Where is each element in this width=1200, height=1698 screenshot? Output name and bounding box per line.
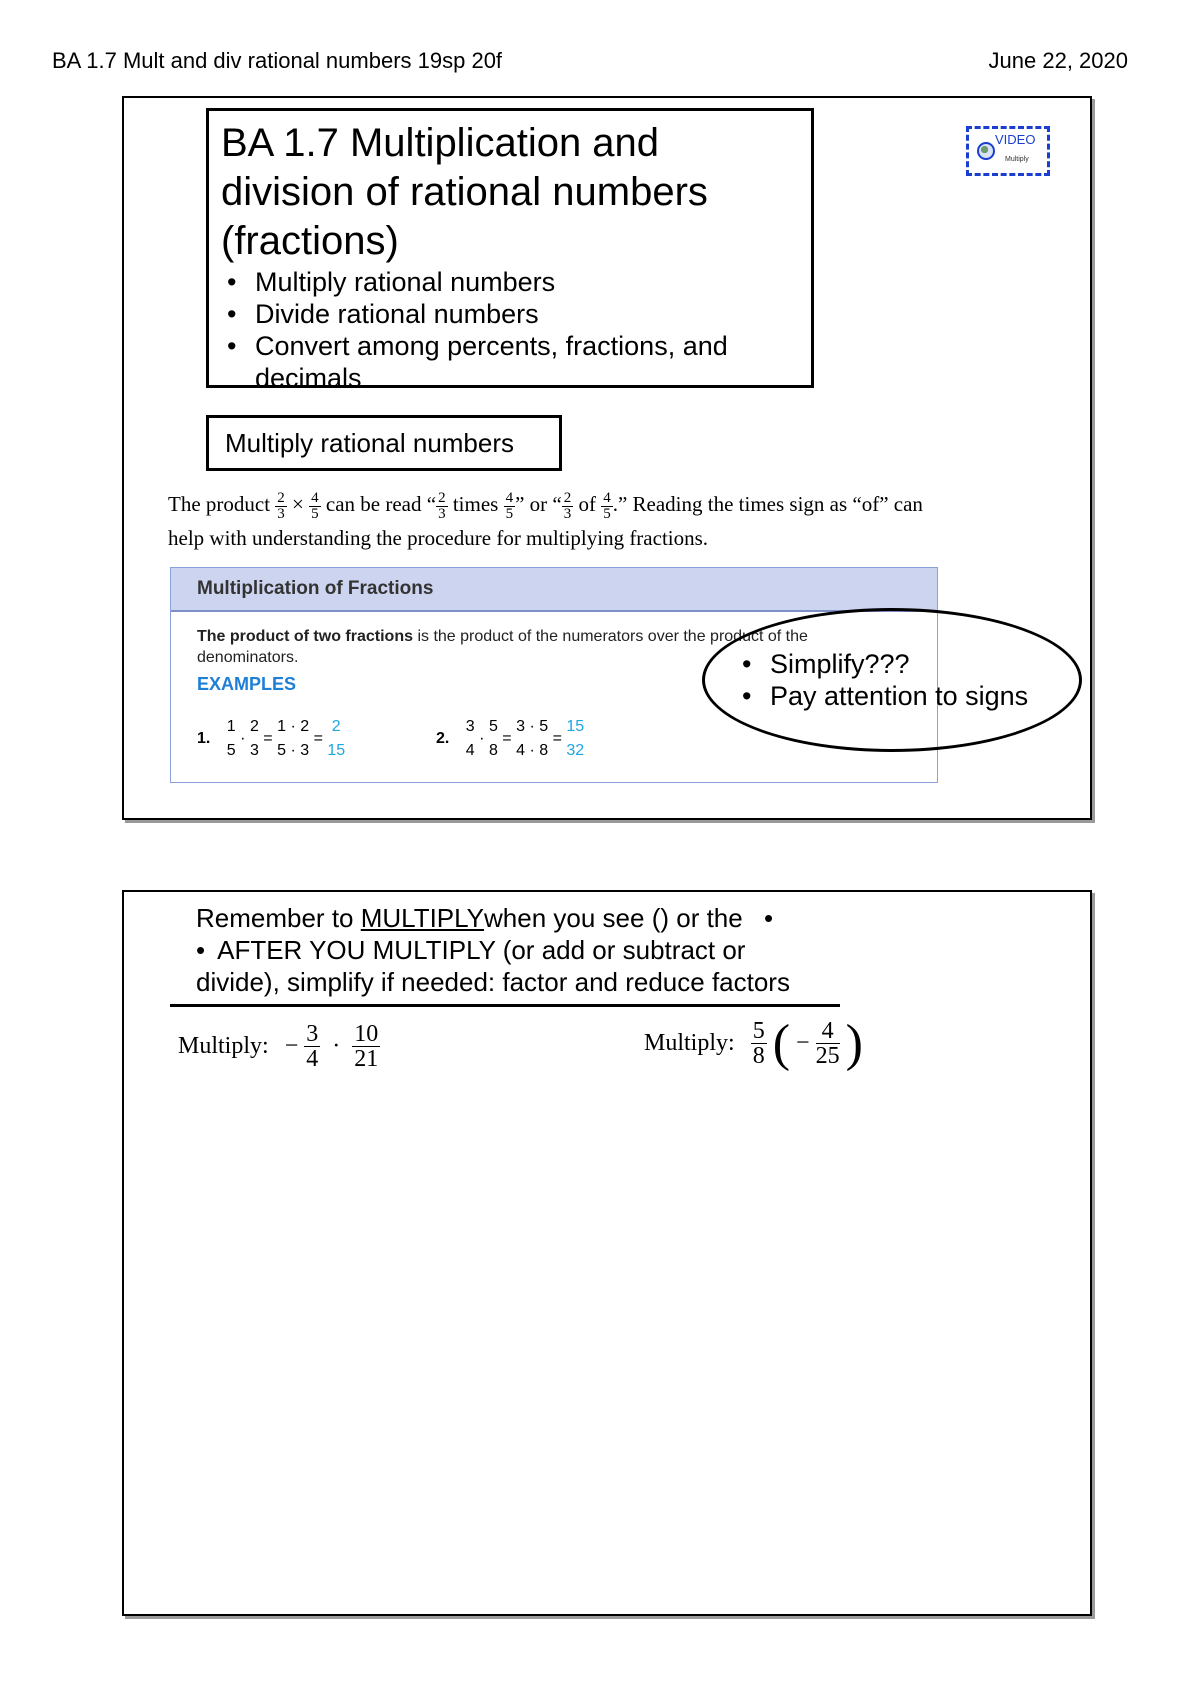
intro-text: .” Reading the times sign as “of” can	[612, 492, 923, 516]
problem-1: Multiply: − $\frac{3}{4}$ · $\frac{10}{21}$	[178, 1021, 379, 1072]
intro-text: times	[447, 492, 504, 516]
fraction: $\frac{2}{3}$	[277, 489, 285, 522]
objective-item: • Convert among percents, fractions, and decimals	[221, 330, 799, 394]
intro-text: ” or “	[515, 492, 562, 516]
intro-paragraph	[168, 488, 988, 554]
fraction: $\frac{4}{5}$	[311, 489, 319, 522]
times-symbol: ×	[292, 492, 304, 516]
fraction: $\frac{2}{3}$	[563, 489, 572, 522]
bullet-dot-icon: •	[763, 903, 774, 933]
video-sublabel: Multiply	[1005, 156, 1029, 163]
intro-text: can be read “	[325, 492, 437, 516]
excerpt-rule: The product of two fractions is the product of the numerators over the product of the denominators.	[197, 628, 808, 666]
fraction: $\frac{4}{5}$	[603, 489, 611, 522]
slide-2	[122, 890, 1092, 1616]
divider-line	[170, 1004, 840, 1007]
globe-icon	[977, 142, 995, 160]
slide-title: BA 1.7 Multiplication and division of rational numbers (fractions)	[221, 121, 708, 263]
examples-label: EXAMPLES	[197, 674, 297, 694]
title-box	[206, 108, 814, 393]
video-link[interactable]	[966, 126, 1050, 176]
reminder-line-2: • AFTER YOU MULTIPLY (or add or subtract or	[196, 935, 746, 965]
intro-text: of	[573, 492, 602, 516]
subheading-box	[206, 415, 562, 471]
problem-label: Multiply:	[644, 1030, 735, 1056]
reminder-line-1: Remember to MULTIPLYwhen you see () or the •	[196, 903, 774, 933]
example-2: 2. 3 4 · 5 8 = 3 · 5 4 · 8 = 15 32	[436, 718, 585, 759]
problem-2: Multiply: $\frac{5}{8}$ ( − $\frac{4}{25}$ )	[644, 1015, 863, 1072]
bullet-dot-icon: •	[196, 935, 206, 965]
intro-text: The product	[168, 492, 271, 516]
document-title: BA 1.7 Mult and div rational numbers 19sp 20f	[52, 48, 503, 73]
example-1: 1. 1 5 · 2 3 = 1 · 2 5 · 3 = 2 15	[197, 718, 346, 759]
annotation-item: • Pay attention to signs	[736, 680, 1028, 712]
slide-1	[122, 96, 1092, 820]
document-date: June 22, 2020	[988, 48, 1128, 73]
subheading: Multiply rational numbers	[225, 428, 515, 458]
reminder-text	[196, 902, 896, 998]
annotation-item: • Simplify???	[736, 648, 1028, 680]
problem-label: Multiply:	[178, 1033, 269, 1059]
fraction: $\frac{2}{3}$	[438, 489, 446, 522]
objective-item: • Divide rational numbers	[221, 298, 799, 330]
video-label: VIDEO	[995, 132, 1036, 147]
annotation-list	[736, 648, 1028, 712]
excerpt-heading: Multiplication of Fractions	[171, 568, 937, 612]
objective-item: • Multiply rational numbers	[221, 266, 799, 298]
intro-line-2: help with understanding the procedure for multiplying fractions.	[168, 525, 709, 550]
fraction: $\frac{4}{5}$	[505, 489, 514, 522]
reminder-line-3: divide), simplify if needed: factor and reduce factors	[196, 967, 790, 997]
